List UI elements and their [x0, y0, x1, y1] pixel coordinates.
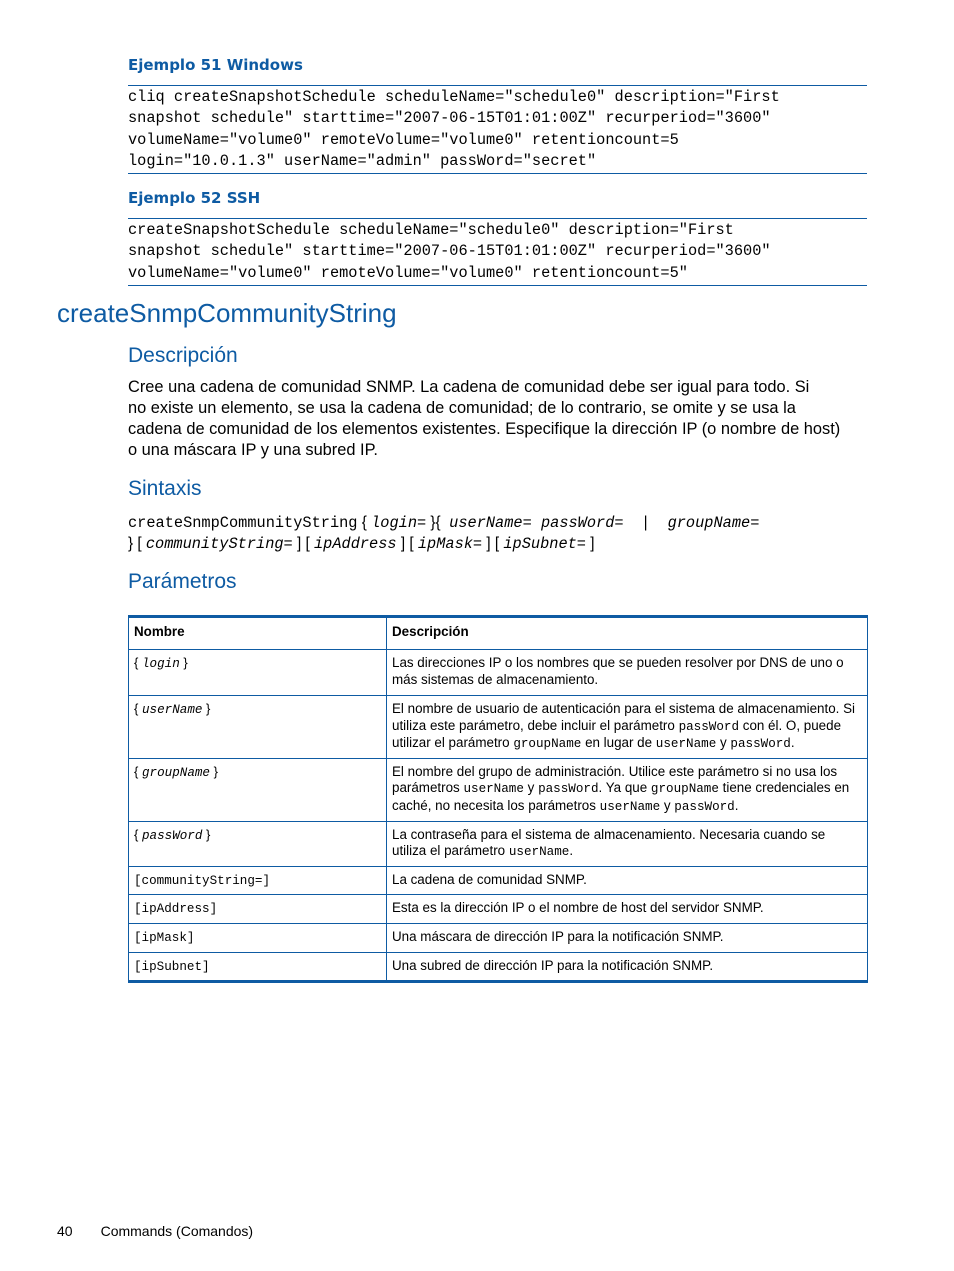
param-name: [ipSubnet] — [129, 952, 387, 982]
param-name: { groupName } — [129, 758, 387, 821]
param-name: { login } — [129, 650, 387, 696]
syntax-line-2: } [ communityString= ] [ ipAddress ] [ ipMask= ] [ ipSubnet= ] — [128, 535, 595, 553]
param-desc: La contraseña para el sistema de almacenamiento. Necesaria cuando se utiliza el parámetro userName. — [387, 821, 868, 866]
syntax-ipaddress: ipAddress — [313, 535, 397, 553]
page-footer — [57, 1223, 281, 1239]
descripcion-heading: Descripción — [128, 344, 238, 367]
descripcion-line: cadena de comunidad de los elementos existentes. Especifique la dirección IP (o nombre de host) — [128, 420, 841, 438]
table-row — [129, 895, 868, 924]
syntax-communitystring: communityString= — [145, 535, 293, 553]
example-51-code — [128, 85, 867, 174]
example-52-code — [128, 218, 867, 286]
param-name: [ipMask] — [129, 923, 387, 952]
syntax-groupname: groupName= — [667, 514, 760, 532]
code-line: createSnapshotSchedule scheduleName="schedule0" description="First — [128, 221, 734, 239]
column-header-descripcion: Descripción — [387, 617, 868, 650]
descripcion-text — [128, 377, 868, 461]
syntax-ipmask: ipMask= — [417, 535, 483, 553]
descripcion-line: Cree una cadena de comunidad SNMP. La cadena de comunidad debe ser igual para todo. Si — [128, 378, 810, 396]
syntax-pipe: | — [643, 514, 648, 531]
code-line: snapshot schedule" starttime="2007-06-15T01:01:00Z" recurperiod="3600" — [128, 109, 771, 128]
table-row — [129, 923, 868, 952]
sintaxis-heading: Sintaxis — [128, 477, 202, 500]
table-header-row — [129, 617, 868, 650]
param-desc: El nombre de usuario de autenticación para el sistema de almacenamiento. Si utiliza este parámetro, debe incluir el parámetro passWord con él. O, puede utilizar el parámetro groupName en lugar de userName y passWord. — [387, 696, 868, 759]
parametros-heading: Parámetros — [128, 570, 237, 593]
example-51-title: Ejemplo 51 Windows — [128, 56, 303, 74]
footer-section: Commands (Comandos) — [100, 1223, 254, 1239]
param-desc: La cadena de comunidad SNMP. — [387, 866, 868, 895]
code-line: snapshot schedule" starttime="2007-06-15T01:01:00Z" recurperiod="3600" — [128, 242, 771, 261]
param-desc: Esta es la dirección IP o el nombre de host del servidor SNMP. — [387, 895, 868, 924]
param-name: [communityString=] — [129, 866, 387, 895]
syntax-password: passWord= — [540, 514, 624, 532]
table-row — [129, 650, 868, 696]
param-name: { passWord } — [129, 821, 387, 866]
code-line: volumeName="volume0" remoteVolume="volume0" retentioncount=5" — [128, 263, 688, 282]
param-name: { userName } — [129, 696, 387, 759]
syntax-line-1: createSnmpCommunityString { login= }{ userName= passWord= | groupName= — [128, 514, 760, 532]
parameters-table — [128, 615, 868, 983]
param-desc: Una subred de dirección IP para la notificación SNMP. — [387, 952, 868, 982]
syntax-ipsubnet: ipSubnet= — [503, 535, 586, 553]
table-row — [129, 758, 868, 821]
table-row — [129, 952, 868, 982]
param-desc: Una máscara de dirección IP para la notificación SNMP. — [387, 923, 868, 952]
param-desc: El nombre del grupo de administración. Utilice este parámetro si no usa los parámetros userName y passWord. Ya que groupName tiene credenciales en caché, no necesita los parámetros userName y passWord. — [387, 758, 868, 821]
page-number: 40 — [57, 1223, 73, 1239]
param-desc: Las direcciones IP o los nombres que se pueden resolver por DNS de uno o más sistemas de almacenamiento. — [387, 650, 868, 696]
param-name: [ipAddress] — [129, 895, 387, 924]
table-row — [129, 866, 868, 895]
column-header-nombre: Nombre — [129, 617, 387, 650]
syntax-command: createSnmpCommunityString — [128, 514, 358, 532]
syntax-login: login= — [371, 514, 427, 532]
syntax-username: userName= — [449, 514, 532, 532]
code-line: volumeName="volume0" remoteVolume="volume0" retentioncount=5 — [128, 130, 679, 149]
code-line: cliq createSnapshotSchedule scheduleName="schedule0" description="First — [128, 88, 780, 106]
command-title: createSnmpCommunityString — [57, 298, 397, 328]
descripcion-line: no existe un elemento, se usa la cadena de comunidad; de lo contrario, se omite y se usa la — [128, 399, 796, 417]
descripcion-line: o una máscara IP y una subred IP. — [128, 441, 378, 459]
table-row — [129, 696, 868, 759]
code-line: login="10.0.1.3" userName="admin" passWord="secret" — [128, 151, 597, 170]
example-52-title: Ejemplo 52 SSH — [128, 189, 261, 207]
table-row — [129, 821, 868, 866]
